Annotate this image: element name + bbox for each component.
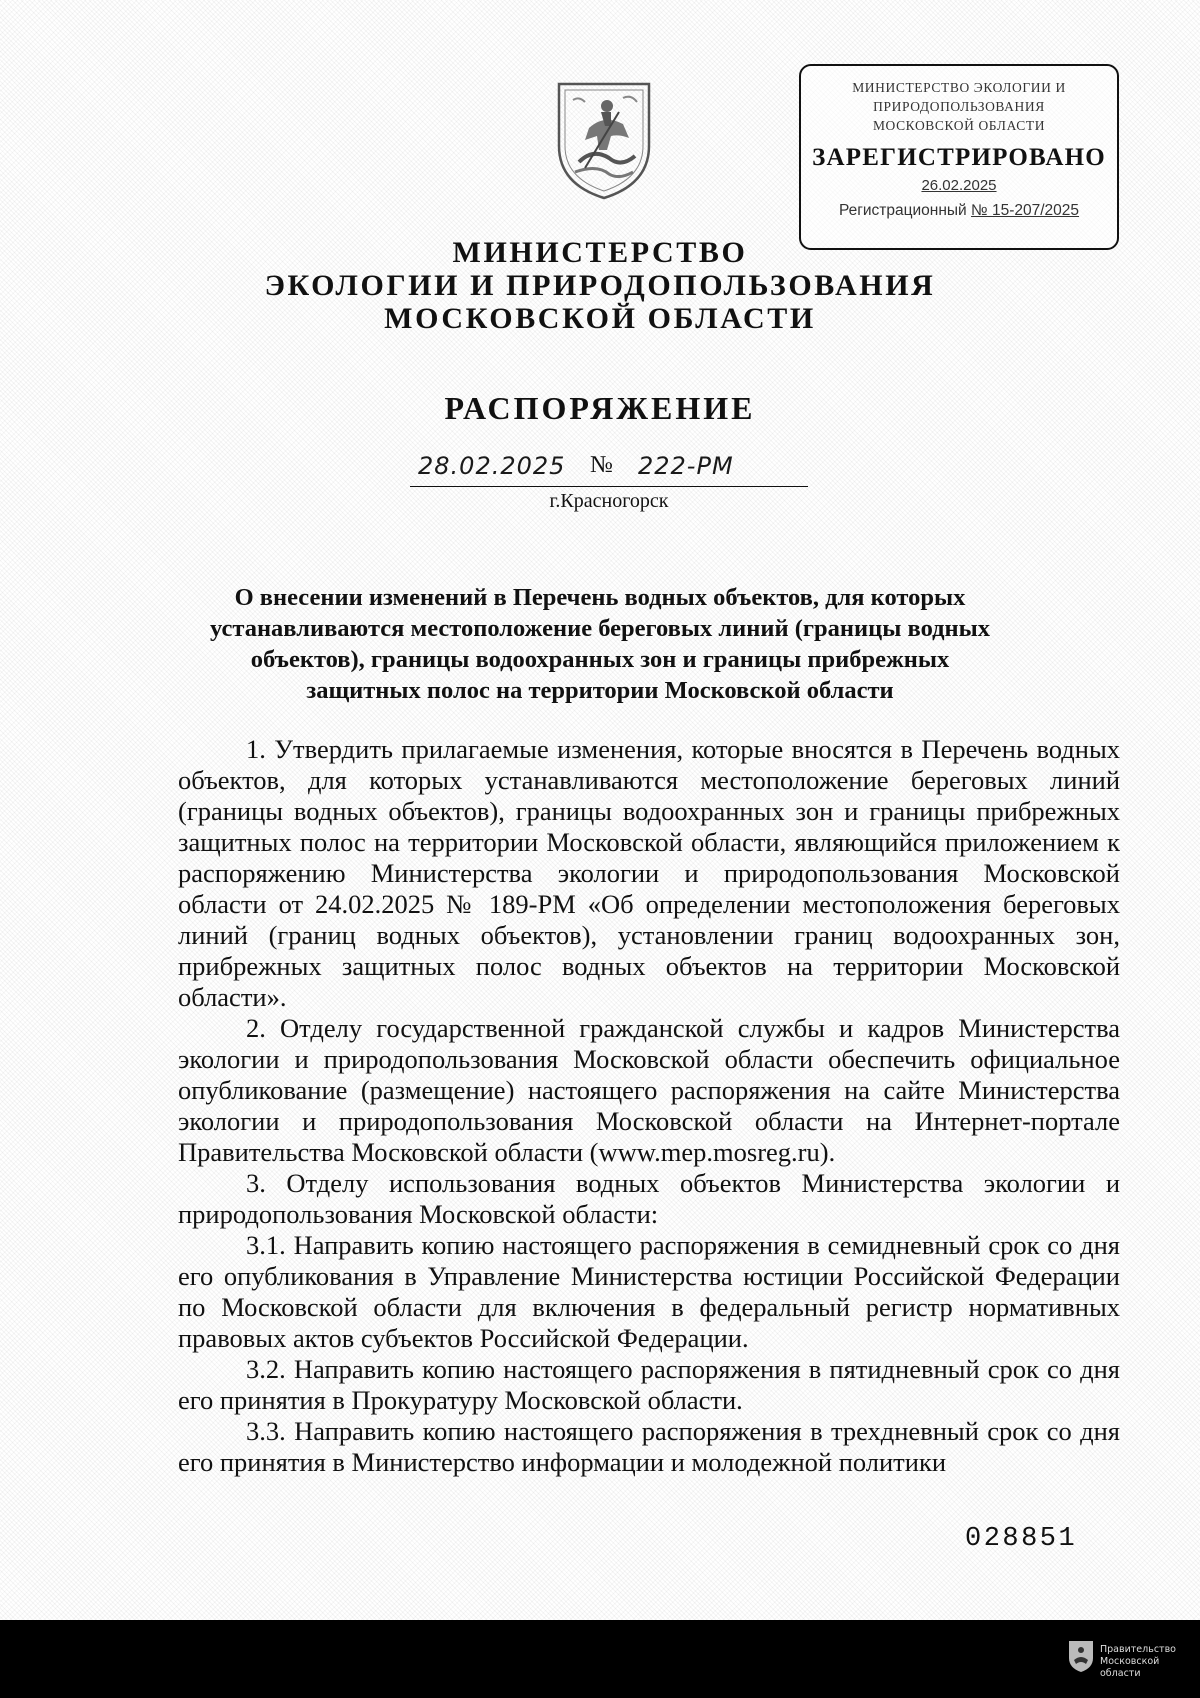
stamp-registration-number <box>801 202 1117 220</box>
stamp-reg-label: Регистрационный <box>838 202 967 219</box>
stamp-ministry-line1: МИНИСТЕРСТВО ЭКОЛОГИИ И <box>852 80 1066 95</box>
registration-stamp <box>799 64 1119 250</box>
stamp-ministry-line2: ПРИРОДОПОЛЬЗОВАНИЯ <box>873 99 1045 114</box>
coat-of-arms-icon <box>549 76 659 202</box>
paragraph-3-1: 3.1. Направить копию настоящего распоряжения в семидневный срок со дня его опубликования в Управление Министерства юстиции Российской Федерации по Московской области для включения в федеральный регистр нормативных правовых актов субъектов Российской Федерации. <box>178 1230 1120 1353</box>
subject-line1: О внесении изменений в Перечень водных объектов, для которых <box>234 584 966 611</box>
document-type: РАСПОРЯЖЕНИЕ <box>444 390 756 426</box>
paragraph-3: 3. Отделу использования водных объектов Министерства экологии и природопользования Московской области: <box>178 1168 1120 1229</box>
stamp-status: ЗАРЕГИСТРИРОВАНО <box>812 144 1106 171</box>
stamp-date: 26.02.2025 <box>921 177 997 194</box>
date-number-line <box>410 452 808 487</box>
ministry-title <box>200 236 1000 335</box>
footer-brand-line1: Правительство <box>1100 1644 1176 1655</box>
subject-line4: защитных полос на территории Московской области <box>306 677 894 704</box>
ministry-title-line3: МОСКОВСКОЙ ОБЛАСТИ <box>384 302 816 335</box>
document-city: г.Красногорск <box>549 490 669 512</box>
footer-band <box>0 1620 1200 1698</box>
ministry-title-line2: ЭКОЛОГИИ И ПРИРОДОПОЛЬЗОВАНИЯ <box>264 269 936 302</box>
paragraph-1: 1. Утвердить прилагаемые изменения, которые вносятся в Перечень водных объектов, для которых устанавливаются местоположение береговых линий (границы водных объектов), границы водоохранных зон и границы прибрежных защитных полос на территории Московской области, являющийся приложением к распоряжению Министерства экологии и природопользования Московской области от 24.02.2025 № 189-РМ «Об определении местоположения береговых линий (границ водных объектов), установлении границ водоохранных зон, прибрежных защитных полос водных объектов на территории Московской области». <box>178 734 1120 1012</box>
document-number: 222-РМ <box>638 452 734 480</box>
stamp-ministry-line3: МОСКОВСКОЙ ОБЛАСТИ <box>872 118 1046 133</box>
number-sign: № <box>590 452 613 478</box>
subject-line3: объектов), границы водоохранных зон и границы прибрежных <box>250 646 950 673</box>
subject-line2: устанавливаются местоположение береговых линий (границы водных <box>209 615 991 642</box>
document-code: 028851 <box>965 1524 1078 1554</box>
paragraph-3-3: 3.3. Направить копию настоящего распоряжения в трехдневный срок со дня его принятия в Министерство информации и молодежной политики <box>178 1416 1120 1477</box>
ministry-title-line1: МИНИСТЕРСТВО <box>452 236 748 269</box>
stamp-reg-number: № 15-207/2025 <box>971 202 1080 219</box>
document-subject <box>185 582 1015 706</box>
government-logo-icon <box>1066 1638 1096 1674</box>
paragraph-3-2: 3.2. Направить копию настоящего распоряжения в пятидневный срок со дня его принятия в Прокуратуру Московской области. <box>178 1354 1120 1415</box>
document-date: 28.02.2025 <box>418 452 566 480</box>
footer-brand <box>1100 1644 1196 1680</box>
paragraph-2: 2. Отделу государственной гражданской службы и кадров Министерства экологии и природопользования Московской области обеспечить официальное опубликование (размещение) настоящего распоряжения на сайте Министерства экологии и природопользования Московской области на Интернет-портале Правительства Московской области (www.mep.mosreg.ru). <box>178 1013 1120 1167</box>
footer-brand-line2: Московской области <box>1100 1656 1160 1679</box>
document-body <box>178 734 1120 1478</box>
